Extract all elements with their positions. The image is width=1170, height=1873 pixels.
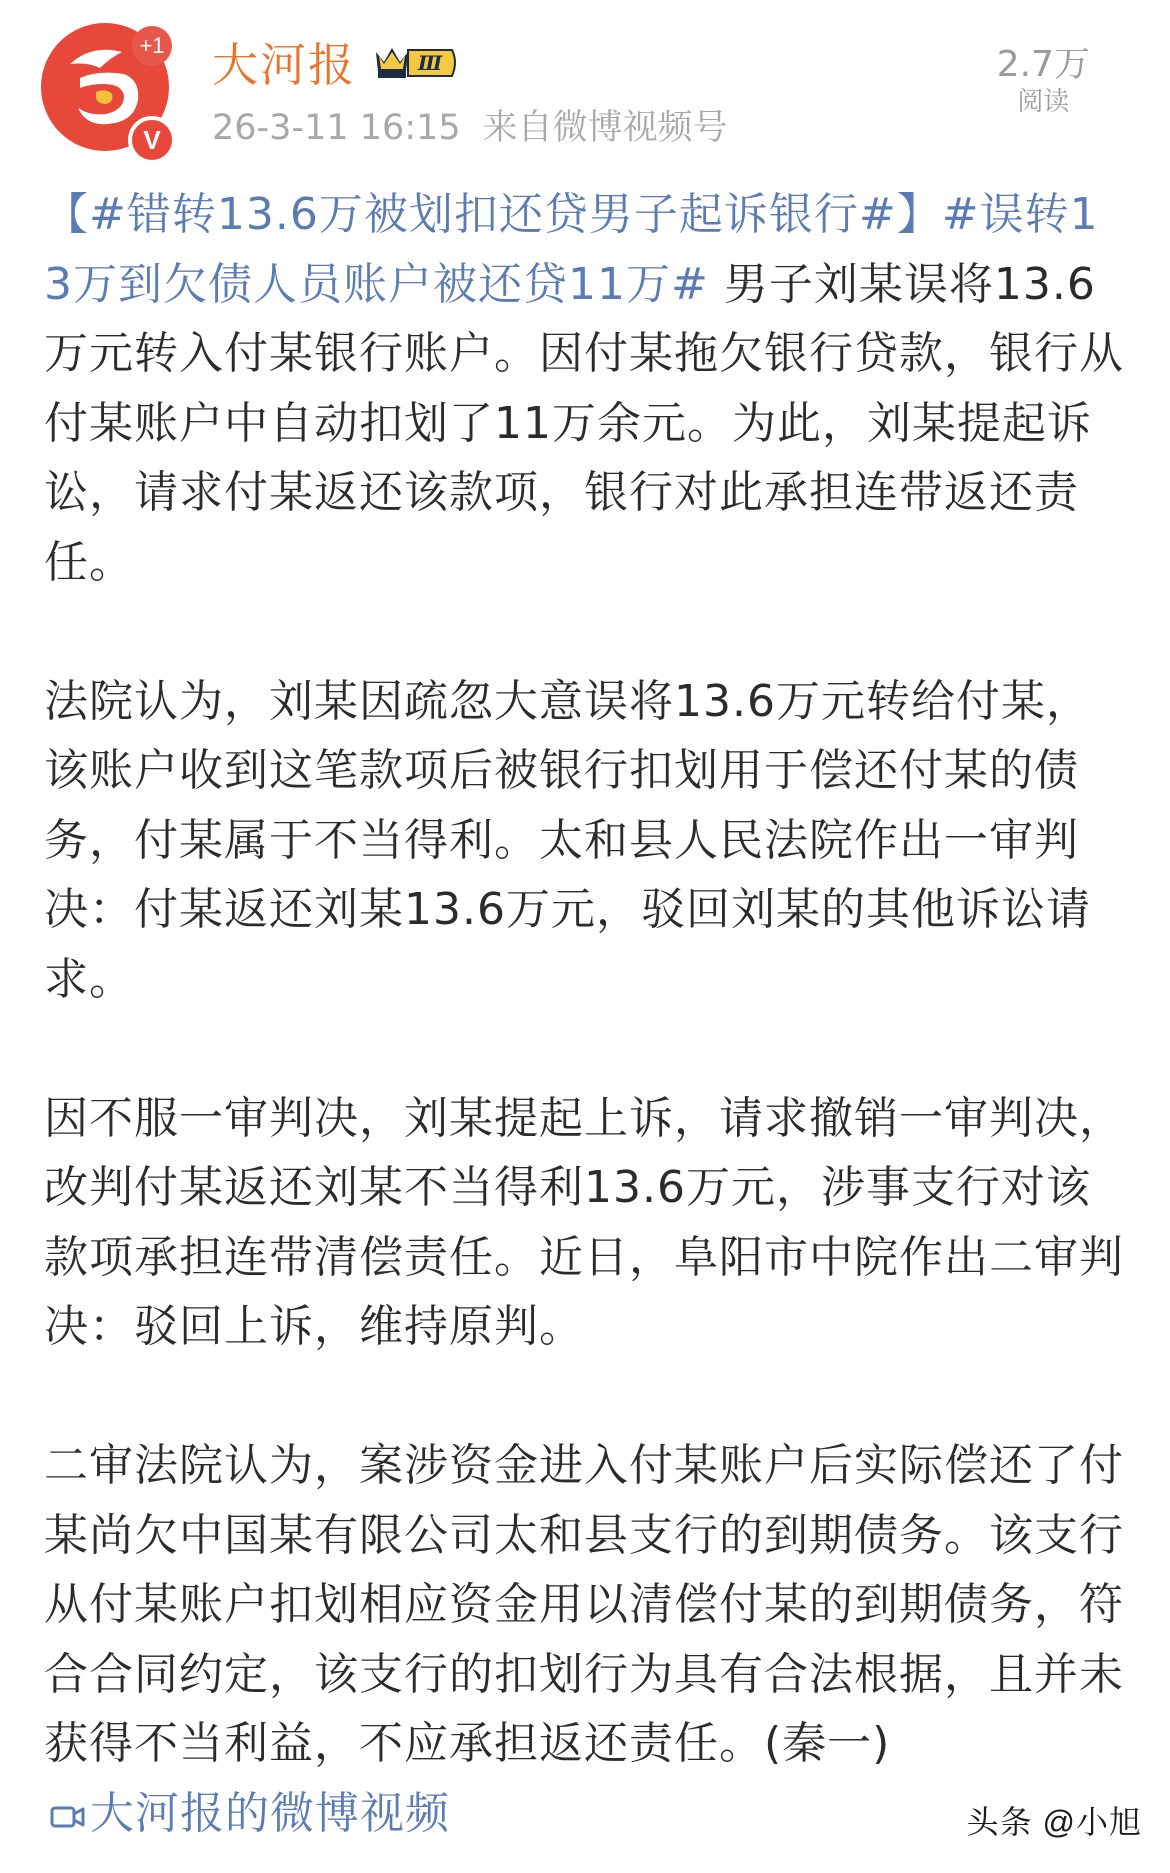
- paragraph-4: [44, 1431, 1124, 1852]
- topic-link-1[interactable]: 【#错转13.6万被划扣还贷男子起诉银行#】: [44, 189, 942, 240]
- video-link-text: 大河报的微博视频: [90, 1787, 450, 1839]
- post-timestamp: 26-3-11 16:15: [212, 108, 461, 148]
- paragraph-2: 法院认为，刘某因疏忽大意误将13.6万元转给付某，该账户收到这笔款项后被银行扣划用于偿还付某的债务，付某属于不当得利。太和县人民法院作出一审判决：付某返还刘某13.6万元，驳回刘某的其他诉讼请求。: [44, 675, 1091, 1005]
- read-count-value: 2.7万: [996, 44, 1090, 85]
- post-meta: [212, 100, 728, 150]
- crown-level-icon: [372, 38, 460, 86]
- post-header: [0, 0, 1170, 170]
- notification-badge: +1: [132, 26, 172, 66]
- watermark: 头条 @小旭: [966, 1804, 1142, 1840]
- paragraph-3: 因不服一审判决，刘某提起上诉，请求撤销一审判决，改判付某返还刘某不当得利13.6万元，涉事支行对该款项承担连带清偿责任。近日，阜阳市中院作出二审判决：驳回上诉，维持原判。: [44, 1092, 1124, 1352]
- video-link[interactable]: [44, 1788, 450, 1839]
- read-count-label: 阅读: [1017, 87, 1070, 117]
- paragraph-4-text: 二审法院认为，案涉资金进入付某账户后实际偿还了付某尚欠中国某有限公司太和县支行的到期债务。该支行从付某账户扣划相应资金用以清偿付某的到期债务，符合合同约定，该支行的扣划行为具有合法根据，且并未获得不当利益，不应承担返还责任。(秦一): [44, 1440, 1124, 1769]
- video-camera-icon: [50, 1783, 86, 1853]
- paragraph-1: [44, 180, 1124, 597]
- post-content: [44, 180, 1124, 1852]
- level-text: Ⅲ: [417, 51, 443, 75]
- author-row: [212, 32, 460, 92]
- author-name[interactable]: 大河报: [212, 38, 356, 92]
- read-count: [997, 44, 1090, 118]
- topic-link-2[interactable]: #误转13万到欠债人员账户被还贷11万#: [44, 189, 1099, 310]
- paragraph-1-text: 男子刘某误将13.6万元转入付某银行账户。因付某拖欠银行贷款，银行从付某账户中自动扣划了11万余元。为此，刘某提起诉讼，请求付某返还该款项，银行对此承担连带返还责任。: [44, 258, 1124, 588]
- verified-icon: V: [128, 116, 176, 164]
- level-badge[interactable]: [372, 38, 460, 86]
- post-source[interactable]: 来自微博视频号: [482, 108, 728, 148]
